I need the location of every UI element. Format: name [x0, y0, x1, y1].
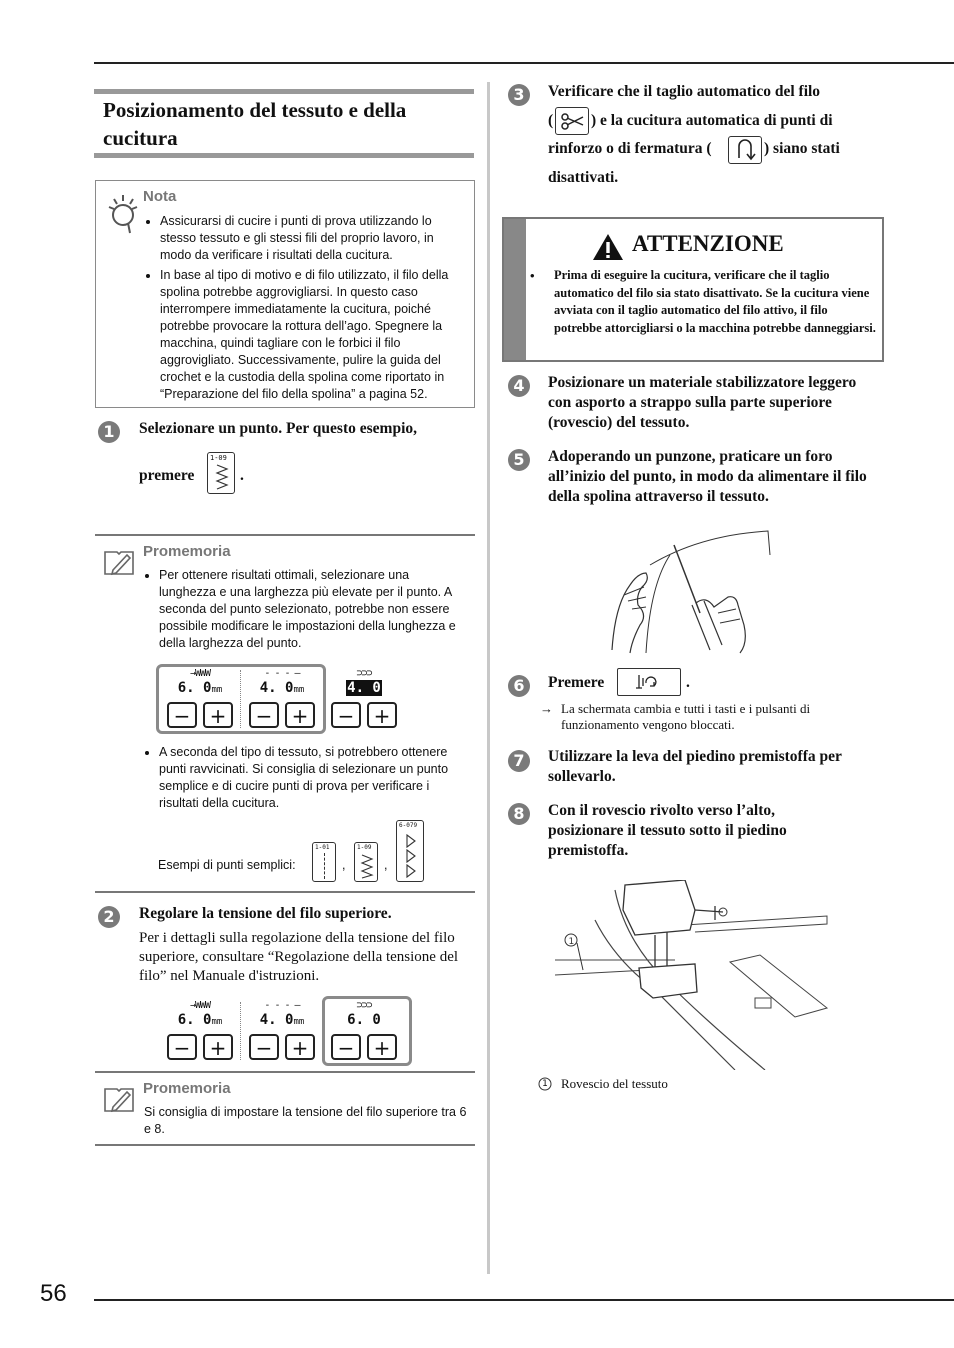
- length-control: - - - — 4. 0mm − +: [247, 664, 327, 726]
- tension-minus-button[interactable]: −: [331, 702, 361, 728]
- width-plus-button[interactable]: +: [203, 1034, 233, 1060]
- stitch-settings-panel-1: [156, 664, 416, 734]
- attenzione-bullet: •: [530, 268, 535, 283]
- warning-icon: [592, 233, 624, 261]
- step-number: 2: [98, 906, 120, 928]
- nota-item: • Assicurarsi di cucire i punti di prova utilizzando lo stesso tessuto e gli stessi fili del proprio lavoro, in modo da verificare i risultati della cucitura.: [160, 213, 468, 264]
- promemoria1-item1: • Per ottenere risultati ottimali, selezionare una lunghezza e una larghezza più elevate per il punto. A seconda del punto selezionato, potrebbe non essere possibile modificare le impostazioni della lunghezza e della larghezza del punto.: [137, 567, 469, 655]
- figure-caption: Rovescio del tessuto: [561, 1076, 668, 1091]
- promemoria1-item2: • A seconda del tipo di tessuto, si potrebbero ottenere punti ravvicinati. Si consiglia di selezionare un punto semplice e di cucire punti di prova per verificare i risultati della cucitura.: [137, 744, 469, 815]
- promemoria2-title: Promemoria: [143, 1080, 231, 1097]
- width-minus-button[interactable]: −: [167, 1034, 197, 1060]
- promemoria1-top-rule: [95, 534, 475, 536]
- stitch-1-09-example-icon[interactable]: 1-09: [354, 842, 378, 882]
- nota-list: [138, 213, 468, 406]
- step3-line2-open: (: [548, 112, 554, 129]
- step3-line3-rest: ) siano stati: [764, 140, 840, 157]
- step1-text: Selezionare un punto. Per questo esempio,: [139, 420, 418, 437]
- promemoria1-title: Promemoria: [143, 543, 231, 560]
- callout-marker-number: 1: [542, 1079, 548, 1089]
- examples-label: Esempi di punti semplici:: [158, 858, 296, 872]
- memo-icon: [103, 1083, 135, 1113]
- length-minus-button[interactable]: −: [249, 1034, 279, 1060]
- section-title: Posizionamento del tessuto e della cucitura: [103, 98, 407, 150]
- step6-arrow: →: [540, 701, 553, 716]
- section-title-bar-bottom: [94, 153, 474, 158]
- lightbulb-icon: [106, 193, 138, 235]
- length-minus-button[interactable]: −: [249, 702, 279, 728]
- step-number: 7: [508, 750, 530, 772]
- column-divider: [487, 82, 490, 1274]
- step-number: 6: [508, 675, 530, 697]
- tension-plus-button[interactable]: +: [367, 1034, 397, 1060]
- step-number: 1: [98, 421, 120, 443]
- step8-text: Con il rovescio rivolto verso l’alto, posizionare il tessuto sotto il piedino premistoffa.: [548, 802, 787, 859]
- step6-prefix: Premere: [548, 674, 605, 691]
- page-number: 56: [40, 1280, 67, 1307]
- step2-body: Per i dettagli sulla regolazione della tensione del filo superiore, consultare “Regolazione della tensione del filo” nel Manuale d'istruzioni.: [139, 930, 459, 984]
- examples-separator: ,: [384, 858, 388, 872]
- step3-line2-rest: ) e la cucitura automatica di punti di: [591, 112, 833, 129]
- step1-period: .: [240, 467, 244, 484]
- nota-item: • In base al tipo di motivo e di filo utilizzato, il filo della spolina potrebbe aggrovigliarsi. In questo caso interrompere immediatamente la cucitura, poiché potrebbe provocare la rottura dell’ago. Spegnere la macchina, quindi tagliare con le forbici il filo aggrovigliato. Successivamente, pulire la guida del crochet e la custodia della spolina come riportato in “Preparazione del filo della spolina” a pagina 52.: [160, 267, 468, 403]
- scissors-icon[interactable]: [555, 107, 589, 135]
- step5-text: Adoperando un punzone, praticare un foro all’inizio del punto, in modo da alimentare il filo della spolina attraverso il tessuto.: [548, 448, 867, 505]
- step-number: 3: [508, 84, 530, 106]
- step7-text: Utilizzare la leva del piedino premistoffa per sollevarlo.: [548, 748, 842, 785]
- step3-line3-start: rinforzo o di fermatura (: [548, 140, 712, 157]
- reinforcement-stitch-icon[interactable]: [728, 136, 762, 164]
- stitch-settings-panel-2: [156, 996, 416, 1066]
- stitch-1-01-icon[interactable]: 1-01: [312, 842, 336, 882]
- width-control: →WWW 6. 0mm − +: [165, 996, 245, 1058]
- step2-title: Regolare la tensione del filo superiore.: [139, 905, 392, 922]
- width-minus-button[interactable]: −: [167, 702, 197, 728]
- step-number: 8: [508, 803, 530, 825]
- svg-text:1: 1: [568, 937, 575, 947]
- step4-text: Posizionare un materiale stabilizzatore leggero con asporto a strappo sulla parte superiore (rovescio) del tessuto.: [548, 374, 857, 431]
- tension-control: ⊃⊃⊃ 4. 0 − +: [329, 664, 409, 726]
- step6-period: .: [686, 674, 690, 691]
- lock-screen-button[interactable]: [617, 668, 681, 696]
- nota-box: [95, 180, 475, 408]
- stitch-6-079-icon[interactable]: 6-079: [396, 820, 424, 882]
- width-plus-button[interactable]: +: [203, 702, 233, 728]
- step-number: 5: [508, 449, 530, 471]
- awl-illustration: [610, 525, 775, 655]
- length-plus-button[interactable]: +: [285, 702, 315, 728]
- nota-title: Nota: [143, 188, 177, 205]
- examples-separator: ,: [342, 858, 346, 872]
- step6-result: La schermata cambia e tutti i tasti e i pulsanti di funzionamento vengono bloccati.: [561, 701, 811, 732]
- promemoria2-bottom-rule: [95, 1144, 475, 1146]
- promemoria2-text: Si consiglia di impostare la tensione del filo superiore tra 6 e 8.: [144, 1105, 467, 1136]
- tension-minus-button[interactable]: −: [331, 1034, 361, 1060]
- step1-press-label: premere: [139, 467, 195, 484]
- section-title-bar-top: [94, 89, 474, 94]
- memo-icon: [103, 546, 135, 576]
- tension-plus-button[interactable]: +: [367, 702, 397, 728]
- attenzione-box: [502, 217, 884, 362]
- promemoria1-bottom-rule: [95, 891, 475, 893]
- step3-line4: disattivati.: [548, 169, 619, 186]
- top-rule: [94, 62, 954, 64]
- stitch-1-09-icon[interactable]: 1-09: [207, 452, 235, 494]
- tension-control: ⊃⊃⊃ 6. 0 − +: [329, 996, 409, 1058]
- promemoria2-top-rule: [95, 1071, 475, 1073]
- bottom-rule: [94, 1299, 954, 1301]
- attenzione-text: Prima di eseguire la cucitura, verificare che il taglio automatico del filo sia stato disattivato. Se la cucitura viene avviata con il taglio automatico del filo attivo, il filo potrebbe attorcigliarsi o la macchina potrebbe danneggiarsi.: [554, 268, 876, 335]
- length-plus-button[interactable]: +: [285, 1034, 315, 1060]
- step-number: 4: [508, 375, 530, 397]
- width-control: →WWW 6. 0mm − +: [165, 664, 245, 726]
- attenzione-title: ATTENZIONE: [632, 231, 784, 256]
- length-control: - - - — 4. 0mm − +: [247, 996, 327, 1058]
- presser-foot-illustration: [555, 880, 830, 1070]
- step3-line1: Verificare che il taglio automatico del filo: [548, 83, 821, 100]
